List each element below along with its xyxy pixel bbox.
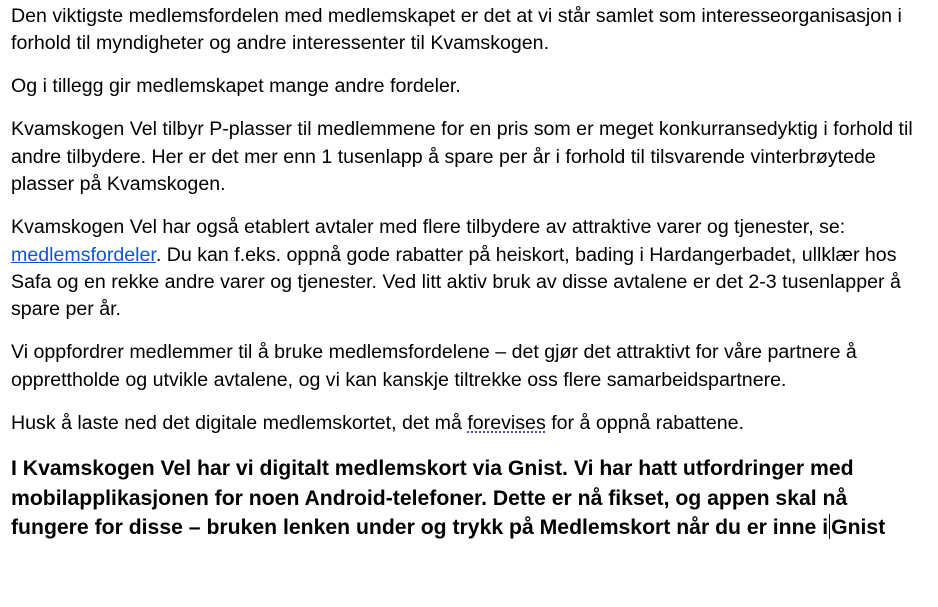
paragraph-parking: Kvamskogen Vel tilbyr P-plasser til medlemmene for en pris som er meget konkurransedyktig i forhold til andre tilbydere. Her er det mer enn 1 tusenlapp å spare per år i forhold til tilsvarende vinterbrøytede plasser på Kvamskogen. (11, 118, 913, 196)
paragraph-download-card (11, 410, 926, 437)
spellcheck-word[interactable]: forevises (467, 411, 546, 434)
medlemsfordeler-link[interactable]: medlemsfordeler (11, 243, 156, 266)
paragraph-membership-benefit: Den viktigste medlemsfordelen med medlemskapet er det at vi står samlet som interesseorganisasjon i forhold til myndigheter og andre interessenter til Kvamskogen. (11, 5, 902, 55)
paragraph-encourage: Vi oppfordrer medlemmer til å bruke medlemsfordelene – det gjør det attraktivt for våre partnere å opprettholde og utvikle avtalene, og vi kan kanskje tiltrekke oss flere samarbeidspartnere. (11, 341, 857, 391)
paragraph-other-benefits: Og i tillegg gir medlemskapet mange andre fordeler. (11, 75, 461, 98)
paragraph-digital-card (11, 454, 926, 543)
digital-card-text: I Kvamskogen Vel har vi digitalt medlemskort via Gnist. Vi har hatt utfordringer med mobilapplikasjonen for noen Android-telefoner. Dette er nå fikset, og appen skal nå fungere for disse – bruken lenken under og trykk på Medlemskort når du er inne i (11, 457, 854, 540)
agreements-text-end: . Du kan f.eks. oppnå gode rabatter på heiskort, bading i Hardangerbadet, ullklær hos Safa og en rekke andre varer og tjenester. Ved litt aktiv bruk av disse avtalene er det 2-3 tusenlapper å spare per år. (11, 243, 901, 321)
download-text-start: Husk å laste ned det digitale medlemskortet, det må (11, 411, 468, 434)
document-body[interactable] (11, 3, 926, 559)
digital-card-text-end: Gnist (831, 516, 886, 540)
text-cursor (829, 514, 830, 539)
agreements-text-start: Kvamskogen Vel har også etablert avtaler med flere tilbydere av attraktive varer og tjenester, se: (11, 216, 846, 239)
paragraph-agreements (11, 214, 926, 324)
download-text-end: for å oppnå rabattene. (545, 411, 745, 434)
